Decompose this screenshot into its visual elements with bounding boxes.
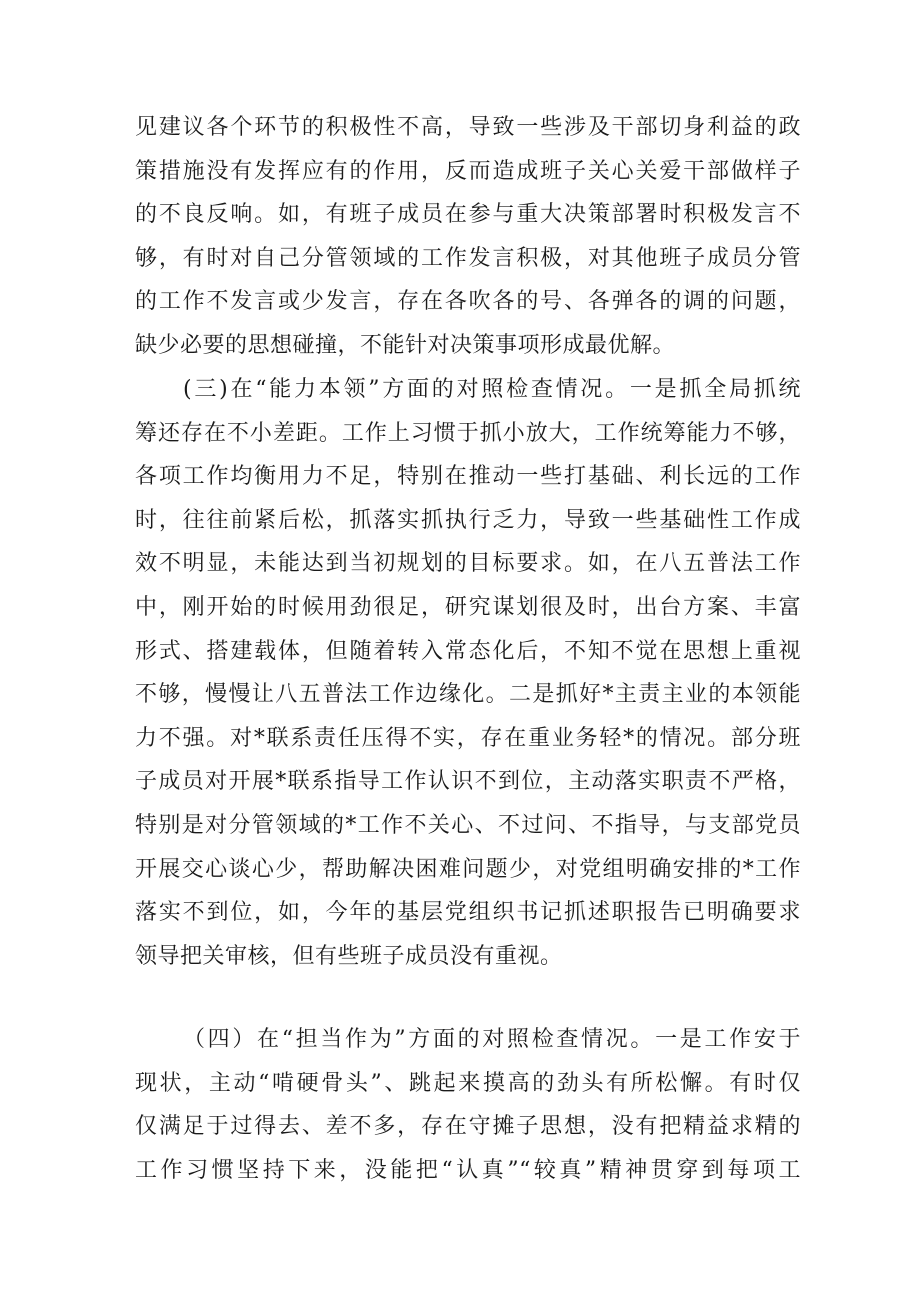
text-line: 筹还存在不小差距。工作上习惯于抓小放大，工作统筹能力不够， [135,420,801,446]
text-line: 领导把关审核，但有些班子成员没有重视。 [135,943,563,969]
text-line: 的不良反响。如，有班子成员在参与重大决策部署时积极发言不 [135,202,801,228]
text-line: 落实不到位，如，今年的基层党组织书记抓述职报告已明确要求 [135,900,801,926]
text-line: 中，刚开始的时候用劲很足，研究谋划很及时，出台方案、丰富 [135,594,801,620]
text-line: 见建议各个环节的积极性不高，导致一些涉及干部切身利益的政 [135,115,801,140]
text-line: 工作习惯坚持下来，没能把“认真”“较真”精神贯穿到每项工 [135,1157,801,1183]
text-line: 形式、搭建载体，但随着转入常态化后，不知不觉在思想上重视 [135,638,801,664]
text-line: 现状，主动“啃硬骨头”、跳起来摸高的劲头有所松懈。有时仅 [135,1070,801,1096]
text-line: 仅满足于过得去、差不多，存在守摊子思想，没有把精益求精的 [135,1114,801,1140]
text-line: (三)在“能力本领”方面的对照检查情况。一是抓全局抓统 [183,377,801,402]
text-line: 时，往往前紧后松，抓落实抓执行乏力，导致一些基础性工作成 [135,507,801,533]
text-line: 不够，慢慢让八五普法工作边缘化。二是抓好*主责主业的本领能 [135,682,801,708]
paragraph-1 [135,106,801,368]
paragraph-2 [135,368,801,978]
text-line: 效不明显，未能达到当初规划的目标要求。如，在八五普法工作 [135,551,801,577]
text-line: 力不强。对*联系责任压得不实，存在重业务轻*的情况。部分班 [135,725,801,751]
text-line: 各项工作均衡用力不足，特别在推动一些打基础、利长远的工作 [135,464,801,490]
text-line: 够，有时对自己分管领域的工作发言积极，对其他班子成员分管 [135,245,801,271]
text-line: 策措施没有发挥应有的作用，反而造成班子关心关爱干部做样子 [135,158,801,184]
text-line: 缺少必要的思想碰撞，不能针对决策事项形成最优解。 [135,332,676,358]
text-line: （四）在“担当作为”方面的对照检查情况。一是工作安于 [183,1027,801,1052]
text-line: 特别是对分管领域的*工作不关心、不过问、不指导，与支部党员 [135,812,801,838]
paragraph-3 [135,1018,801,1192]
text-line: 开展交心谈心少，帮助解决困难问题少，对党组明确安排的*工作 [135,856,801,882]
text-line: 的工作不发言或少发言，存在各吹各的号、各弹各的调的问题， [135,289,801,315]
text-line: 子成员对开展*联系指导工作认识不到位，主动落实职责不严格， [135,769,801,795]
